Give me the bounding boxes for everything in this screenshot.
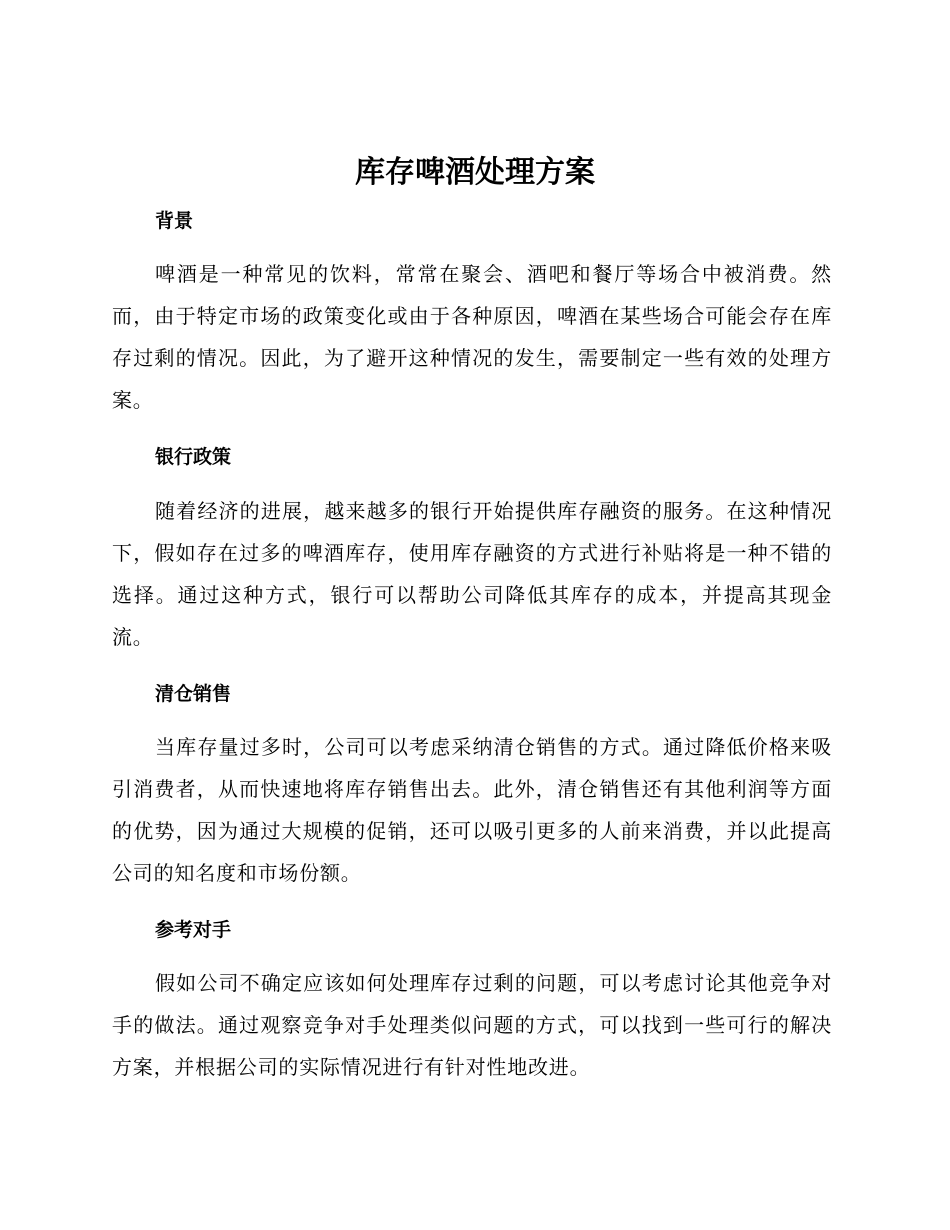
section-body-competitors: 假如公司不确定应该如何处理库存过剩的问题，可以考虑讨论其他竞争对手的做法。通过观察竞争对手处理类似问题的方式，可以找到一些可行的解决方案，并根据公司的实际情况进行有针对性地改进。 — [112, 971, 832, 1079]
document-title: 库存啤酒处理方案 — [355, 155, 595, 190]
section-body-bank-policy: 随着经济的进展，越来越多的银行开始提供库存融资的服务。在这种情况下，假如存在过多的啤酒库存，使用库存融资的方式进行补贴将是一种不错的选择。通过这种方式，银行可以帮助公司降低其库存的成本，并提高其现金流。 — [112, 499, 832, 649]
section-body-background: 啤酒是一种常见的饮料，常常在聚会、酒吧和餐厅等场合中被消费。然而，由于特定市场的政策变化或由于各种原因，啤酒在某些场合可能会存在库存过剩的情况。因此，为了避开这种情况的发生，需要制定一些有效的处理方案。 — [112, 262, 832, 412]
section-heading-background: 背景 — [155, 210, 194, 232]
section-heading-competitors: 参考对手 — [155, 919, 232, 941]
section-body-clearance-sale: 当库存量过多时，公司可以考虑采纳清仓销售的方式。通过降低价格来吸引消费者，从而快速地将库存销售出去。此外，清仓销售还有其他利润等方面的优势，因为通过大规模的促销，还可以吸引更多的人前来消费，并以此提高公司的知名度和市场份额。 — [112, 735, 832, 885]
section-heading-bank-policy: 银行政策 — [155, 446, 232, 468]
section-heading-clearance-sale: 清仓销售 — [155, 683, 232, 705]
